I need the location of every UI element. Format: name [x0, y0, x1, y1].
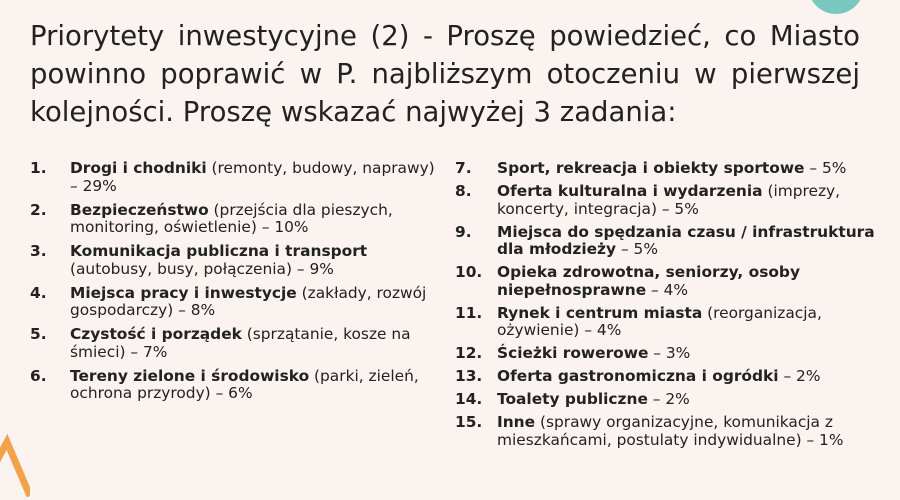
- item-text: [497, 183, 875, 218]
- item-category: Bezpieczeństwo: [70, 200, 209, 219]
- item-detail: (sprawy organizacyjne, komunikacja z mieszkańcami, postulaty indywidualne) – 1%: [497, 413, 844, 449]
- item-number: 13.: [455, 367, 483, 385]
- item-text: [70, 160, 442, 195]
- item-number: 15.: [455, 413, 483, 431]
- item-detail: – 5%: [616, 240, 658, 258]
- item-category: Rynek i centrum miasta: [497, 303, 703, 322]
- item-text: [497, 368, 875, 386]
- item-text: [497, 305, 875, 340]
- item-text: [497, 391, 875, 409]
- list-item: [30, 326, 442, 361]
- item-number: 11.: [455, 303, 483, 322]
- item-text: [497, 345, 875, 363]
- item-number: 7.: [455, 159, 472, 177]
- decorative-triangle: [0, 432, 30, 500]
- list-item: [30, 160, 442, 195]
- item-category: Sport, rekreacja i obiekty sportowe: [497, 159, 805, 177]
- decorative-circle: [808, 0, 864, 14]
- item-category: Czystość i porządek: [70, 325, 242, 343]
- item-detail: (reorganizacja, ożywienie) – 4%: [497, 303, 822, 339]
- item-text: [497, 160, 875, 178]
- list-item: [455, 368, 875, 386]
- item-detail: – 5%: [804, 159, 847, 177]
- list-item: [30, 285, 442, 320]
- item-detail: (imprezy, koncerty, integracja) – 5%: [497, 182, 841, 218]
- item-category: Oferta kulturalna i wydarzenia: [497, 182, 763, 200]
- slide-title: Priorytety inwestycyjne (2) - Proszę powiedzieć, co Miasto powinno poprawić w P. najbliższym otoczeniu w pierwszej kolejności. Proszę wskazać najwyżej 3 zadania:: [30, 20, 860, 128]
- item-detail: (autobusy, busy, połączenia) – 9%: [70, 259, 334, 278]
- list-item: [30, 368, 442, 403]
- list-item: [455, 345, 875, 363]
- item-text: [70, 202, 442, 237]
- list-item: [455, 183, 875, 218]
- item-category: Tereny zielone i środowisko: [70, 366, 310, 385]
- item-number: 8.: [455, 182, 472, 200]
- item-detail: (przejścia dla pieszych, monitoring, oświetlenie) – 10%: [70, 200, 393, 236]
- item-number: 12.: [455, 344, 483, 362]
- item-category: Komunikacja publiczna i transport: [70, 242, 368, 260]
- item-detail: (sprzątanie, kosze na śmieci) – 7%: [70, 325, 411, 361]
- item-text: [70, 326, 442, 361]
- item-category: Ścieżki rowerowe: [497, 344, 649, 362]
- item-text: [497, 224, 875, 259]
- priority-list-left: [30, 160, 442, 409]
- item-number: 5.: [30, 325, 47, 343]
- item-number: 3.: [30, 242, 47, 260]
- item-category: Oferta gastronomiczna i ogródki: [497, 367, 779, 385]
- item-number: 1.: [30, 159, 47, 177]
- priority-list-right: [455, 160, 875, 455]
- item-category: Opieka zdrowotna, seniorzy, osoby niepełnosprawne: [497, 263, 800, 299]
- item-text: [70, 243, 442, 278]
- item-detail: – 4%: [646, 280, 689, 299]
- item-text: [497, 414, 875, 449]
- item-category: Inne: [497, 413, 536, 431]
- item-category: Drogi i chodniki: [70, 159, 207, 177]
- item-detail: (zakłady, rozwój gospodarczy) – 8%: [70, 283, 427, 319]
- item-detail: – 3%: [648, 344, 691, 362]
- list-item: [455, 264, 875, 299]
- item-number: 2.: [30, 200, 47, 219]
- item-category: Miejsca pracy i inwestycje: [70, 283, 297, 302]
- list-item: [455, 305, 875, 340]
- item-text: [70, 285, 442, 320]
- item-number: 4.: [30, 283, 47, 302]
- item-detail: – 2%: [647, 390, 690, 408]
- item-number: 6.: [30, 366, 47, 385]
- item-text: [70, 368, 442, 403]
- item-category: Miejsca do spędzania czasu / infrastruktura dla młodzieży: [497, 222, 875, 258]
- list-item: [455, 160, 875, 178]
- item-number: 14.: [455, 390, 483, 408]
- item-category: Toalety publiczne: [497, 390, 648, 408]
- item-text: [497, 264, 875, 299]
- item-detail: (remonty, budowy, naprawy) – 29%: [70, 159, 435, 195]
- item-detail: (parki, zieleń, ochrona przyrody) – 6%: [70, 366, 419, 402]
- list-item: [30, 243, 442, 278]
- item-number: 9.: [455, 222, 472, 241]
- list-item: [455, 414, 875, 449]
- list-item: [455, 391, 875, 409]
- list-item: [455, 224, 875, 259]
- list-item: [30, 202, 442, 237]
- item-number: 10.: [455, 263, 483, 281]
- item-detail: – 2%: [778, 367, 821, 385]
